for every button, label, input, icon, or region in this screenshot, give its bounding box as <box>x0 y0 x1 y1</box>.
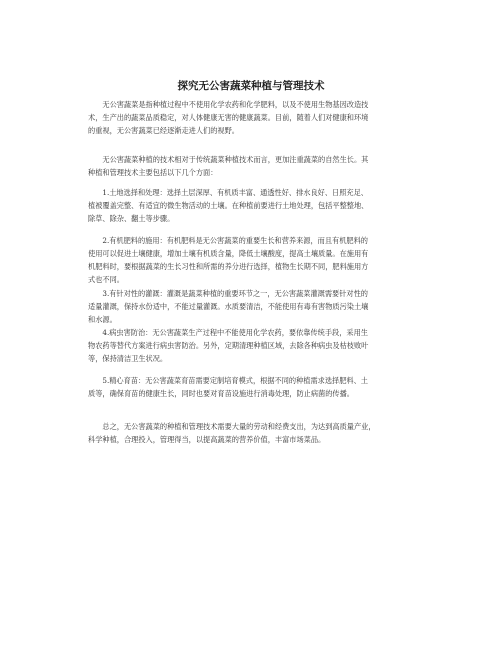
text-line: 质等，确保育苗的健康生长，同时也要对育苗设施进行消毒处理，防止病菌的传播。 <box>88 389 354 399</box>
paragraph-irrigation <box>88 287 418 326</box>
text-line: 术，生产出的蔬菜品质稳定，对人体健康无害的健康蔬菜。目前，随着人们对健康和环境 <box>88 113 369 123</box>
text-line: 无公害蔬菜是指种植过程中不使用化学农药和化学肥料，以及不使用生物基因改造技 <box>88 100 369 109</box>
paragraph-land-selection <box>88 186 418 225</box>
paragraph-seedling <box>88 374 418 400</box>
text-line: 机肥料时，要根据蔬菜的生长习性和所需的养分进行选择，植物生长期不同，肥料施用方 <box>88 262 369 272</box>
text-line: 4.病虫害防治：无公害蔬菜生产过程中不能使用化学农药，要依靠传统手段，采用生 <box>88 328 368 337</box>
text-line: 物农药等替代方案进行病虫害防治。另外，定期清理种植区域，去除各种病虫及枯枝败叶 <box>88 341 369 351</box>
text-line: 植被覆盖完整、有适宜的微生物活动的土壤。在种植前要进行土地处理，包括平整整地、 <box>88 201 369 211</box>
text-line: 使用可以促进土壤健康，增加土壤有机质含量，降低土壤酸度，提高土壤质量。在施用有 <box>88 249 369 259</box>
text-line: 除草、除杂、翻土等步骤。 <box>88 214 175 224</box>
text-line: 总之，无公害蔬菜的种植和管理技术需要大量的劳动和经费支出，为达到高质量产业， <box>88 422 376 431</box>
paragraph-conclusion <box>88 420 418 446</box>
text-line: 无公害蔬菜种植的技术相对于传统蔬菜种植技术而言，更加注重蔬菜的自然生长。其 <box>88 155 369 164</box>
text-line: 种植和管理技术主要包括以下几个方面： <box>88 168 218 178</box>
text-line: 的重视，无公害蔬菜已经逐渐走进人们的视野。 <box>88 126 239 136</box>
document-title: 探究无公害蔬菜种植与管理技术 <box>177 80 325 92</box>
paragraph-pest-control <box>88 326 418 365</box>
paragraph-intro <box>88 98 418 137</box>
text-line: 适量灌溉，保持水份适中，不能过量灌溉。水质要清洁，不能使用有毒有害物质污染土壤 <box>88 302 369 312</box>
text-line: 5.精心育苗：无公害蔬菜育苗需要定制培育模式，根据不同的种植需求选择肥料、土 <box>88 376 368 385</box>
text-line: 和水源。 <box>88 315 117 325</box>
paragraph-organic-fertilizer <box>88 234 418 286</box>
text-line: 3.有针对性的灌溉：灌溉是蔬菜种植的重要环节之一，无公害蔬菜灌溉需要针对性的 <box>88 289 368 298</box>
text-line: 2.有机肥料的施用：有机肥料是无公害蔬菜的重要生长和营养来源，而且有机肥料的 <box>88 236 368 245</box>
text-line: 1.土地选择和处理：选择土层深厚、有机质丰富、通透性好、排水良好、日照充足、 <box>88 188 368 197</box>
text-line: 科学种植，合理投入，管理得当，以提高蔬菜的营养价值，丰富市场菜品。 <box>88 435 326 445</box>
paragraph-overview <box>88 153 418 179</box>
text-line: 等，保持清洁卫生状况。 <box>88 354 168 364</box>
text-line: 式也不同。 <box>88 275 124 285</box>
